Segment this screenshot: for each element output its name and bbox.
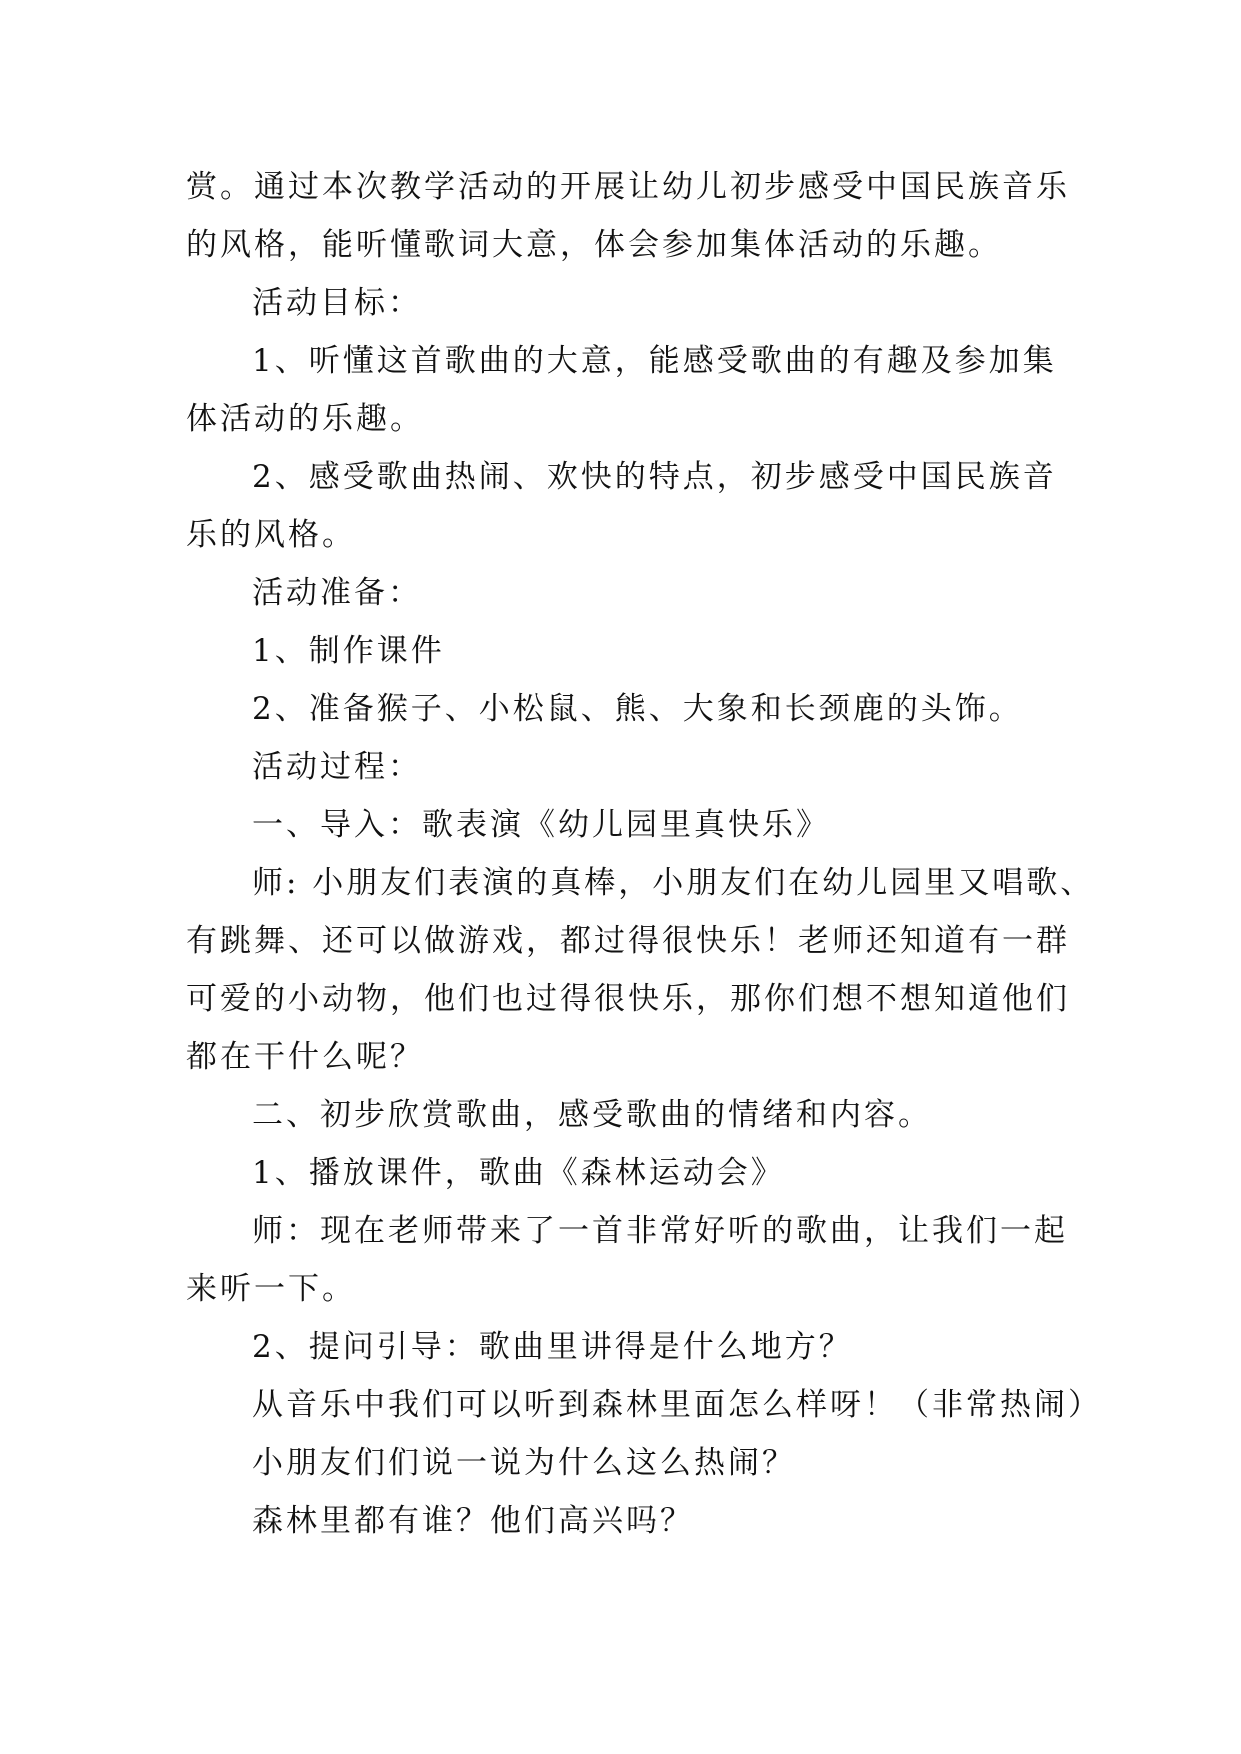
text-line: 二、初步欣赏歌曲，感受歌曲的情绪和内容。 [252,1097,932,1133]
text-line: 来听一下。 [186,1271,356,1307]
text-line: 的风格，能听懂歌词大意，体会参加集体活动的乐趣。 [186,227,1002,263]
text-line: 可爱的小动物，他们也过得很快乐，那你们想不想知道他们 [186,981,1070,1017]
text-line: 森林里都有谁？他们高兴吗？ [252,1503,694,1539]
text-line: 师：现在老师带来了一首非常好听的歌曲，让我们一起 [252,1213,1068,1249]
text-line: 赏。通过本次教学活动的开展让幼儿初步感受中国民族音乐 [186,169,1070,205]
text-line: 都在干什么呢？ [186,1039,424,1075]
text-line: 1、播放课件，歌曲《森林运动会》 [252,1155,785,1191]
text-line: 1、听懂这首歌曲的大意，能感受歌曲的有趣及参加集 [252,343,1057,379]
text-line: 2、提问引导：歌曲里讲得是什么地方？ [252,1329,853,1365]
section-heading: 活动过程： [252,749,422,785]
document-body [186,158,1102,1550]
text-line: 乐的风格。 [186,517,356,553]
section-heading: 活动准备： [252,575,422,611]
text-line: 1、制作课件 [252,633,445,669]
text-line: 一、导入：歌表演《幼儿园里真快乐》 [252,807,830,843]
text-line: 2、准备猴子、小松鼠、熊、大象和长颈鹿的头饰。 [252,691,1023,727]
section-heading: 活动目标： [252,285,422,321]
text-line: 小朋友们们说一说为什么这么热闹？ [252,1445,796,1481]
text-line: 2、感受歌曲热闹、欢快的特点，初步感受中国民族音 [252,459,1057,495]
text-line: 师: 小朋友们表演的真棒，小朋友们在幼儿园里又唱歌、 [252,865,1095,901]
text-line: 体活动的乐趣。 [186,401,424,437]
text-line: 从音乐中我们可以听到森林里面怎么样呀！（非常热闹） [252,1387,1102,1423]
text-line: 有跳舞、还可以做游戏，都过得很快乐！老师还知道有一群 [186,923,1070,959]
